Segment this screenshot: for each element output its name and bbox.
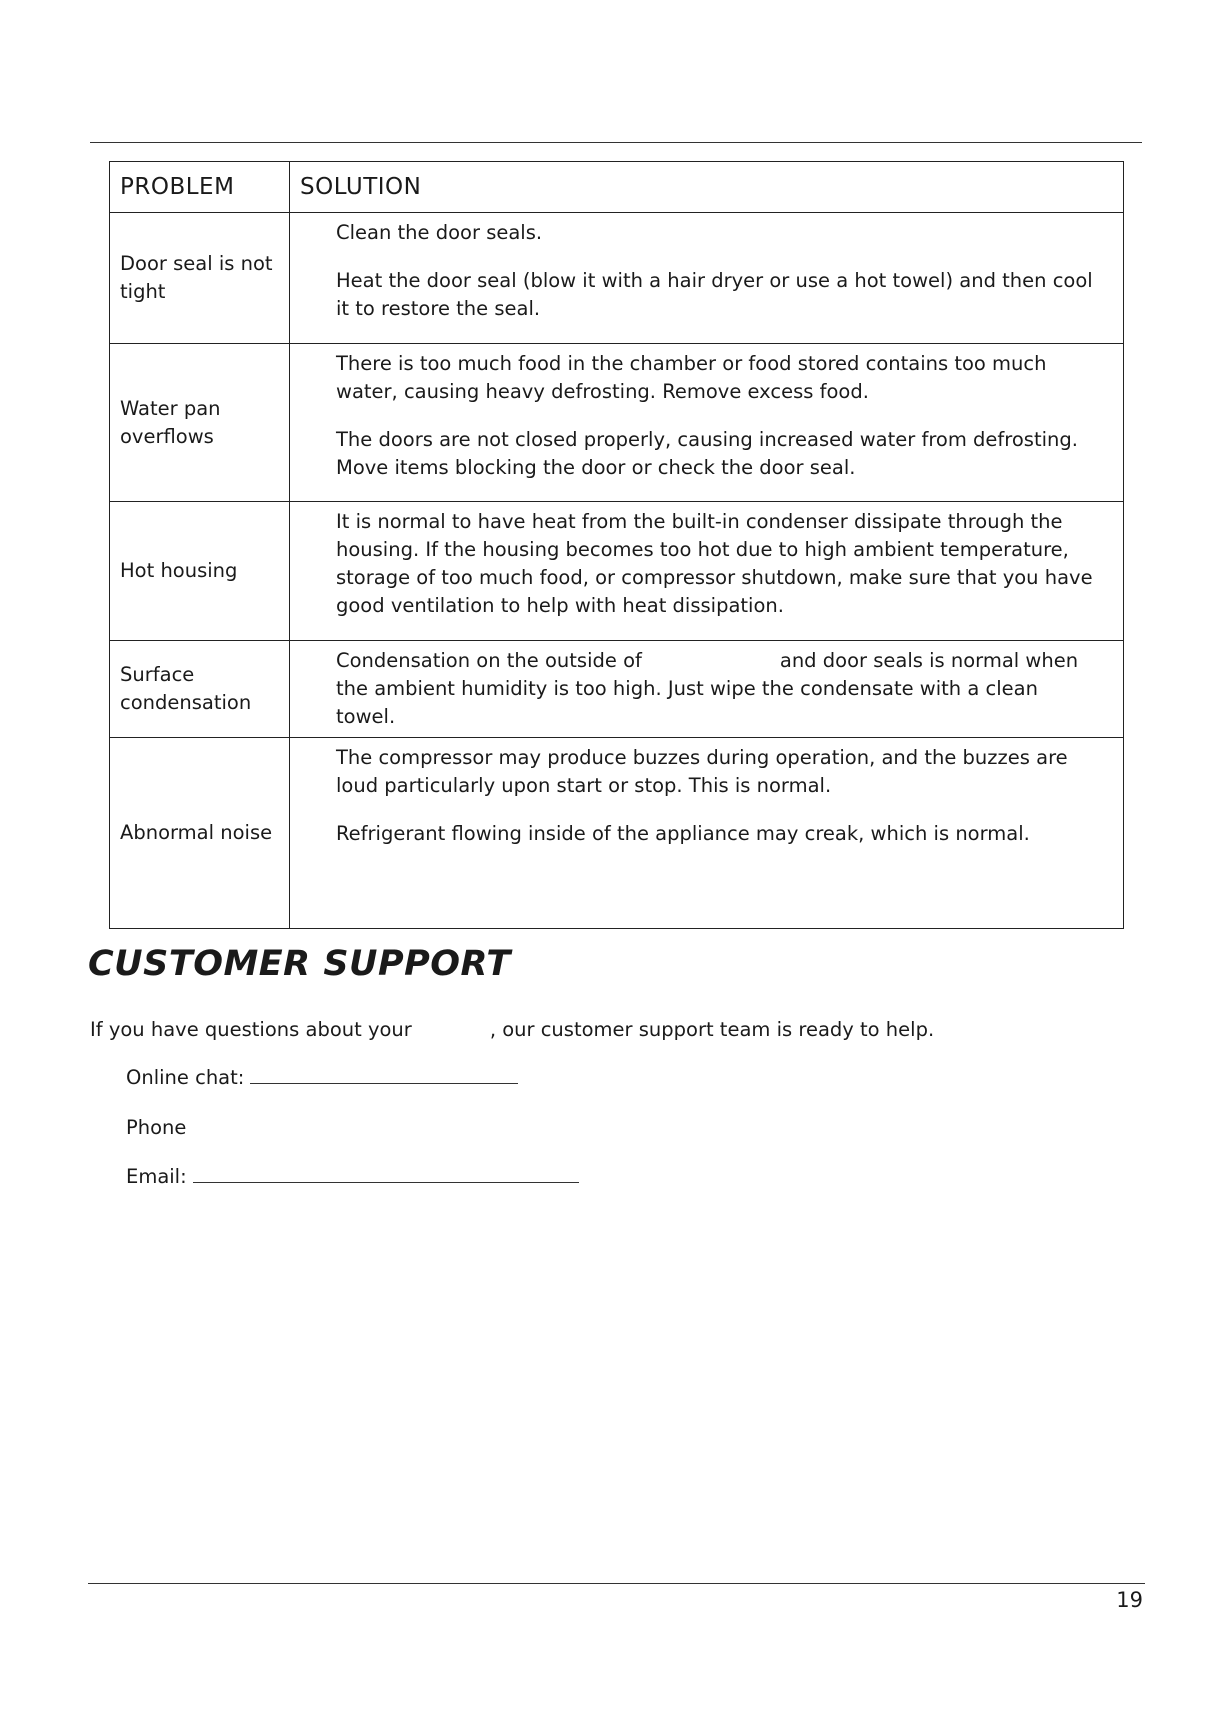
- problem-column-header: PROBLEM: [110, 162, 290, 213]
- problem-cell: Abnormal noise: [110, 738, 290, 929]
- solution-cell: [290, 213, 1124, 344]
- customer-support-heading: CUSTOMER SUPPORT: [88, 944, 511, 984]
- page-number: 19: [1116, 1588, 1143, 1612]
- problem-cell: Hot housing: [110, 502, 290, 641]
- solution-text: Refrigerant flowing inside of the appliance may creak, which is normal.: [336, 822, 1030, 845]
- table-row: [110, 738, 1124, 929]
- solution-column-header: SOLUTION: [290, 162, 1124, 213]
- support-intro: [90, 1018, 934, 1041]
- troubleshooting-table: [109, 161, 1124, 929]
- solution-text: The doors are not closed properly, causing increased water from defrosting. Move items blocking the door or check the door seal.: [336, 428, 1078, 479]
- online-chat-blank: [250, 1082, 518, 1084]
- solution-cell: [290, 641, 1124, 738]
- solution-text: [336, 647, 1101, 731]
- table-row: [110, 502, 1124, 641]
- solution-cell: [290, 344, 1124, 502]
- email-label: Email:: [126, 1165, 187, 1188]
- table-row: [110, 213, 1124, 344]
- solution-text: Clean the door seals.: [336, 221, 543, 244]
- support-intro-part: , our customer support team is ready to help.: [489, 1018, 935, 1041]
- support-intro-part: If you have questions about your: [90, 1018, 412, 1041]
- online-chat-line: [126, 1066, 518, 1089]
- solution-text: It is normal to have heat from the built-in condenser dissipate through the housing. If the housing becomes too hot due to high ambient temperature, storage of too much food, or compressor shutdown, make sure that you have good ventilation to help with heat dissipation.: [336, 510, 1093, 617]
- top-divider: [90, 142, 1142, 143]
- problem-cell: Door seal is not tight: [110, 213, 290, 344]
- solution-text: The compressor may produce buzzes during operation, and the buzzes are loud particularly upon start or stop. This is normal.: [336, 746, 1068, 797]
- problem-cell: Surface condensation: [110, 641, 290, 738]
- problem-cell: Water pan overflows: [110, 344, 290, 502]
- solution-cell: [290, 502, 1124, 641]
- solution-text-part: and door seals is normal when the ambient humidity is too high. Just wipe the condensate with a clean towel.: [336, 649, 1079, 728]
- online-chat-label: Online chat:: [126, 1066, 245, 1089]
- table-row: [110, 641, 1124, 738]
- bottom-divider: [88, 1583, 1145, 1584]
- email-line: [126, 1165, 579, 1188]
- solution-text-part: Condensation on the outside of: [336, 649, 642, 672]
- solution-text: Heat the door seal (blow it with a hair dryer or use a hot towel) and then cool it to restore the seal.: [336, 269, 1093, 320]
- table-header-row: [110, 162, 1124, 213]
- phone-label: Phone: [126, 1116, 187, 1139]
- table-row: [110, 344, 1124, 502]
- email-blank: [193, 1181, 579, 1183]
- phone-line: [126, 1116, 186, 1139]
- solution-cell: [290, 738, 1124, 929]
- solution-text: There is too much food in the chamber or food stored contains too much water, causing heavy defrosting. Remove excess food.: [336, 352, 1047, 403]
